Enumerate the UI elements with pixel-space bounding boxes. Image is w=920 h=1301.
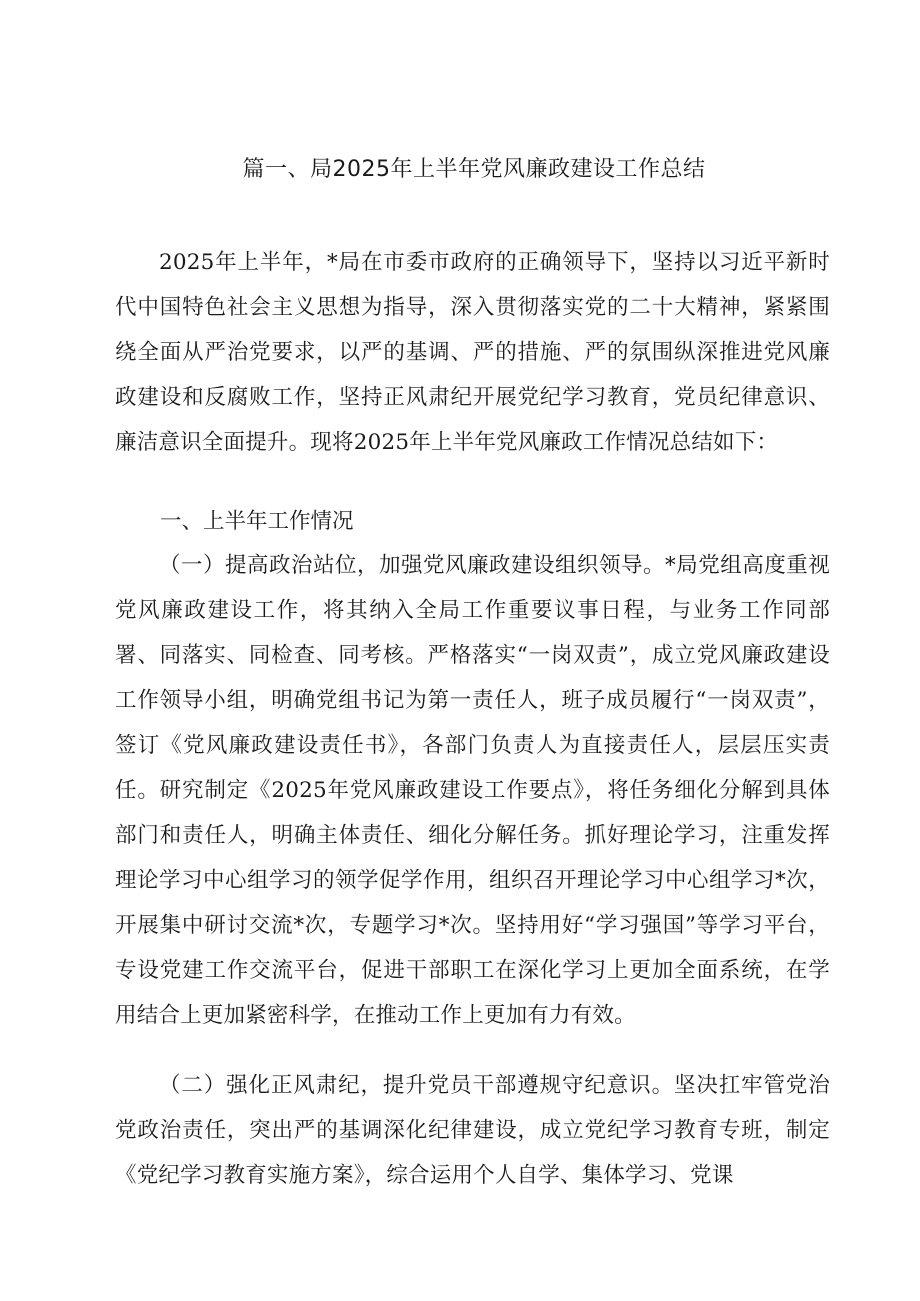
section-heading: 一、上半年工作情况 [160, 509, 354, 534]
paragraph-political-leadership: （一）提高政治站位，加强党风廉政建设组织领导。*局党组高度重视党风廉政建设工作，将其纳入全局工作重要议事日程，与业务工作同部署、同落实、同检查、同考核。严格落实“一岗双责”，成立党风廉政建设工作领导小组，明确党组书记为第一责任人，班子成员履行“一岗双责”，签订《党风廉政建设责任书》，各部门负责人为直接责任人，层层压实责任。研究制定《2025年党风廉政建设工作要点》，将任务细化分解到具体部门和责任人，明确主体责任、细化分解任务。抓好理论学习，注重发挥理论学习中心组学习的领学促学作用，组织召开理论学习中心组学习*次，开展集中研讨交流*次，专题学习*次。坚持用好“学习强国”等学习平台，专设党建工作交流平台，促进干部职工在深化学习上更加全面系统，在学用结合上更加紧密科学，在推动工作上更加有力有效。 [115, 553, 830, 1028]
intro-paragraph: 2025年上半年，*局在市委市政府的正确领导下，坚持以习近平新时代中国特色社会主义思想为指导，深入贯彻落实党的二十大精神，紧紧围绕全面从严治党要求，以严的基调、严的措施、严的氛围纵深推进党风廉政建设和反腐败工作，坚持正风肃纪开展党纪学习教育，党员纪律意识、廉洁意识全面提升。现将2025年上半年党风廉政工作情况总结如下： [115, 250, 830, 455]
paragraph-discipline: （二）强化正风肃纪，提升党员干部遵规守纪意识。坚决扛牢管党治党政治责任，突出严的基调深化纪律建设，成立党纪学习教育专班，制定《党纪学习教育实施方案》，综合运用个人自学、集体学习、党课 [115, 1073, 830, 1188]
document-title: 篇一、局2025年上半年党风廉政建设工作总结 [242, 157, 706, 182]
